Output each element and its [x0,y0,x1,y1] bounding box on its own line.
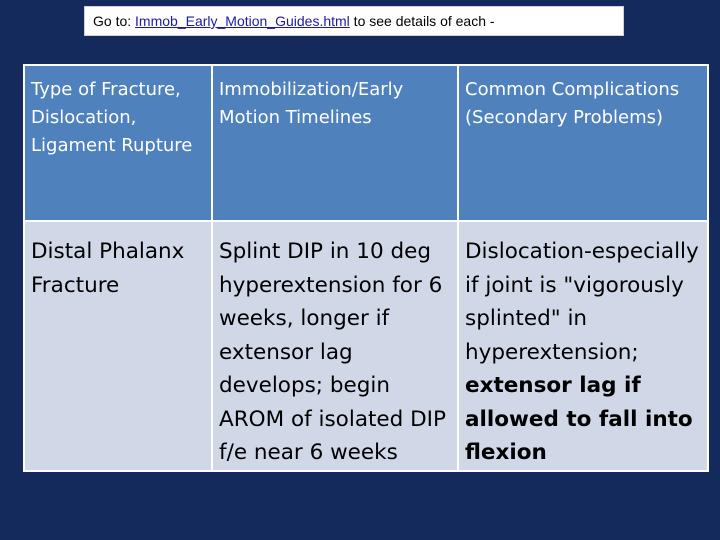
fracture-guide-table [23,64,709,472]
header-timeline-label: Immobilization/Early Motion Timelines [219,79,404,128]
cell-complications-bold-text: extensor lag if allowed to fall into flexion [465,373,693,465]
header-complications-label: Common Complications (Secondary Problems) [465,79,680,128]
guides-link[interactable]: Immob_Early_Motion_Guides.html [135,13,350,29]
header-complications [458,65,708,221]
header-type-label: Type of Fracture, Dislocation, Ligament Rupture [31,79,193,156]
header-timeline [212,65,458,221]
cell-complications [458,221,708,471]
cell-timeline-text: Splint DIP in 10 deg hyperextension for 6 weeks, longer if extensor lag develops; begin AROM of isolated DIP f/e near 6 weeks [219,239,446,465]
goto-prefix: Go to: [93,13,136,29]
header-type [24,65,212,221]
table-row [24,221,708,471]
cell-complications-text: Dislocation-especially if joint is "vigorously splinted" in hyperextension; [465,239,699,365]
cell-type [24,221,212,471]
cell-type-text: Distal Phalanx Fracture [31,239,185,298]
header-row [24,65,708,221]
cell-timeline [212,221,458,471]
goto-suffix: to see details of each - [349,13,495,29]
goto-bar [84,6,624,36]
